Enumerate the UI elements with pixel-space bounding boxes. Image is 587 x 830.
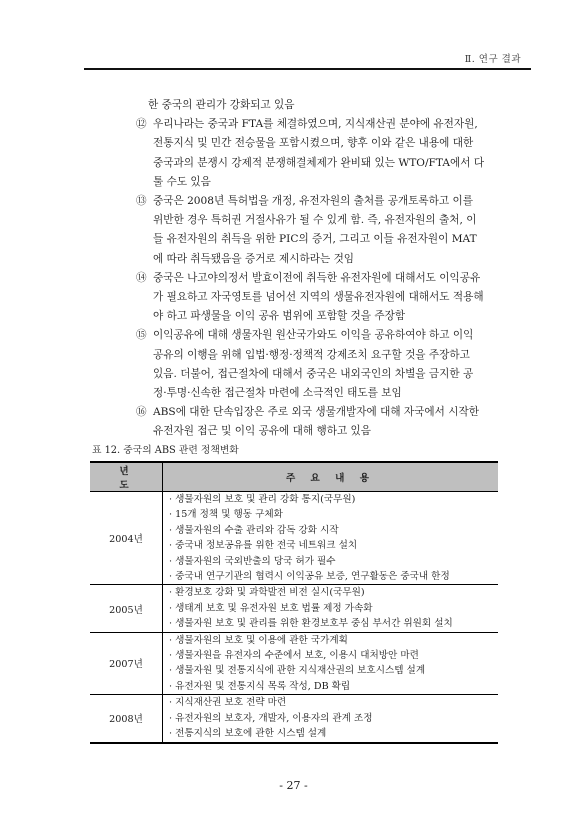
item-number: ⑫ — [136, 118, 147, 131]
item-line: 중국은 2008년 특허법을 개정, 유전자원의 출처를 공개토록하고 이를 — [153, 195, 473, 208]
item-line: ABS에 대한 단속입장은 주로 외국 생물개발자에 대해 자국에서 시작한 — [153, 406, 479, 419]
numbered-items — [136, 115, 514, 441]
item-number: ⑭ — [136, 271, 147, 284]
content-cell — [163, 585, 499, 632]
item-line: 들 유전자원의 취득을 위한 PIC의 증거, 그리고 이들 유전자원이 MAT — [153, 233, 477, 246]
item-line: 가 필요하고 자국영토를 넘어선 지역의 생물유전자원에 대해서도 적용해 — [153, 291, 484, 304]
item-line: 정·투명·신속한 접근절차 마련에 소극적인 태도를 보임 — [153, 387, 402, 400]
item-line: 공유의 이행을 위해 입법·행정·정책적 강제조치 요구할 것을 주장하고 — [153, 348, 470, 361]
table-header-row — [90, 462, 498, 492]
header-rule — [84, 68, 531, 70]
policy-bullet: · 생물자원의 국외반출의 당국 허가 필수 — [169, 555, 336, 567]
item-line: 야 하고 파생물을 이익 공유 범위에 포함할 것을 주장함 — [153, 310, 406, 323]
item-line: 있음. 더불어, 접근절차에 대해서 중국은 내외국인의 차별을 금지한 공 — [153, 367, 474, 380]
item-line: 유전자원 접근 및 이익 공유에 대해 행하고 있음 — [153, 425, 372, 438]
item-line: 툴 수도 있음 — [153, 175, 211, 188]
numbered-item — [136, 115, 514, 192]
item-line: 우리나라는 중국과 FTA를 체결하였으며, 지식재산권 분야에 유전자원, — [153, 118, 478, 131]
continuation-line: 한 중국의 관리가 강화되고 있음 — [148, 99, 295, 111]
policy-bullet: · 중국내 연구기관의 협력시 이익공유 보증, 연구활동은 중국내 한정 — [169, 571, 450, 583]
item-line: 중국은 나고야의정서 발효이전에 취득한 유전자원에 대해서도 이익공유 — [153, 271, 481, 284]
table-row — [90, 492, 498, 585]
table-row — [90, 632, 498, 695]
content-cell — [163, 632, 499, 695]
item-number: ⑮ — [136, 329, 147, 342]
table-caption: 표 12. 중국의 ABS 관련 정책변화 — [92, 445, 239, 456]
numbered-item — [136, 403, 514, 441]
numbered-item — [136, 326, 514, 403]
running-header: Ⅱ. 연구 결과 — [464, 54, 521, 65]
content-cell — [163, 492, 499, 585]
policy-bullet: · 지식재산권 보호 전략 마련 — [169, 697, 287, 709]
policy-bullet: · 생물자원의 보호 및 이용에 관한 국가계획 — [169, 634, 348, 646]
policy-bullet: · 생물자원을 유전자의 수준에서 보호, 이용시 대처방안 마련 — [169, 650, 419, 662]
policy-bullet: · 전통지식의 보호에 관한 시스템 설계 — [169, 728, 327, 740]
item-line: 에 따라 취득됐음을 증거로 제시하라는 것임 — [153, 252, 355, 265]
policy-bullet: · 중국내 정보공유를 위한 전국 네트워크 설치 — [169, 540, 358, 552]
policy-bullet: · 15개 정책 및 행동 구체화 — [169, 509, 283, 521]
year-cell: 2008년 — [90, 695, 163, 743]
item-number: ⑯ — [136, 406, 147, 419]
policy-bullet: · 생물자원 보호 및 관리를 위한 환경보호부 중심 부서간 위원회 설치 — [169, 618, 453, 630]
numbered-item — [136, 192, 514, 269]
policy-bullet: · 유전자원 및 전통지식 목록 작성, DB 확립 — [169, 680, 351, 692]
page-number: - 27 - — [279, 779, 308, 792]
item-line: 중국과의 분쟁시 강제적 분쟁해결체제가 완비돼 있는 WTO/FTA에서 다 — [153, 156, 485, 169]
table-row — [90, 585, 498, 632]
policy-bullet: · 생물자원의 수출 관리와 감독 강화 시작 — [169, 524, 339, 536]
body-text — [136, 96, 514, 442]
abs-policy-table — [90, 461, 498, 744]
item-line: 전통지식 및 민간 전승물을 포함시켰으며, 향후 이와 같은 내용에 대한 — [153, 137, 474, 150]
table-row — [90, 695, 498, 743]
item-number: ⑬ — [136, 195, 147, 208]
item-line: 위반한 경우 특허권 거절사유가 될 수 있게 함. 즉, 유전자원의 출처, 이 — [153, 214, 477, 227]
item-line: 이익공유에 대해 생물자원 원산국가와도 이익을 공유하여야 하고 이익 — [153, 329, 474, 342]
year-cell: 2007년 — [90, 632, 163, 695]
table-body — [90, 492, 498, 743]
policy-bullet: · 유전자원의 보호자, 개발자, 이용자의 관계 조정 — [169, 712, 373, 724]
content-cell — [163, 695, 499, 743]
header-year: 년 도 — [90, 462, 163, 492]
policy-bullet: · 생태계 보호 및 유전자원 보호 법률 제정 가속화 — [169, 602, 373, 614]
year-cell: 2004년 — [90, 492, 163, 585]
header-content: 주 요 내 용 — [163, 462, 499, 492]
year-cell: 2005년 — [90, 585, 163, 632]
policy-bullet: · 생물자원 및 전통지식에 관한 지식재산권의 보호시스템 설계 — [169, 665, 426, 677]
numbered-item — [136, 269, 514, 327]
policy-bullet: · 생물자원의 보호 및 관리 강화 통지(국무원) — [169, 494, 356, 505]
policy-bullet: · 환경보호 강화 및 과학발전 비전 실시(국무원) — [169, 587, 365, 599]
